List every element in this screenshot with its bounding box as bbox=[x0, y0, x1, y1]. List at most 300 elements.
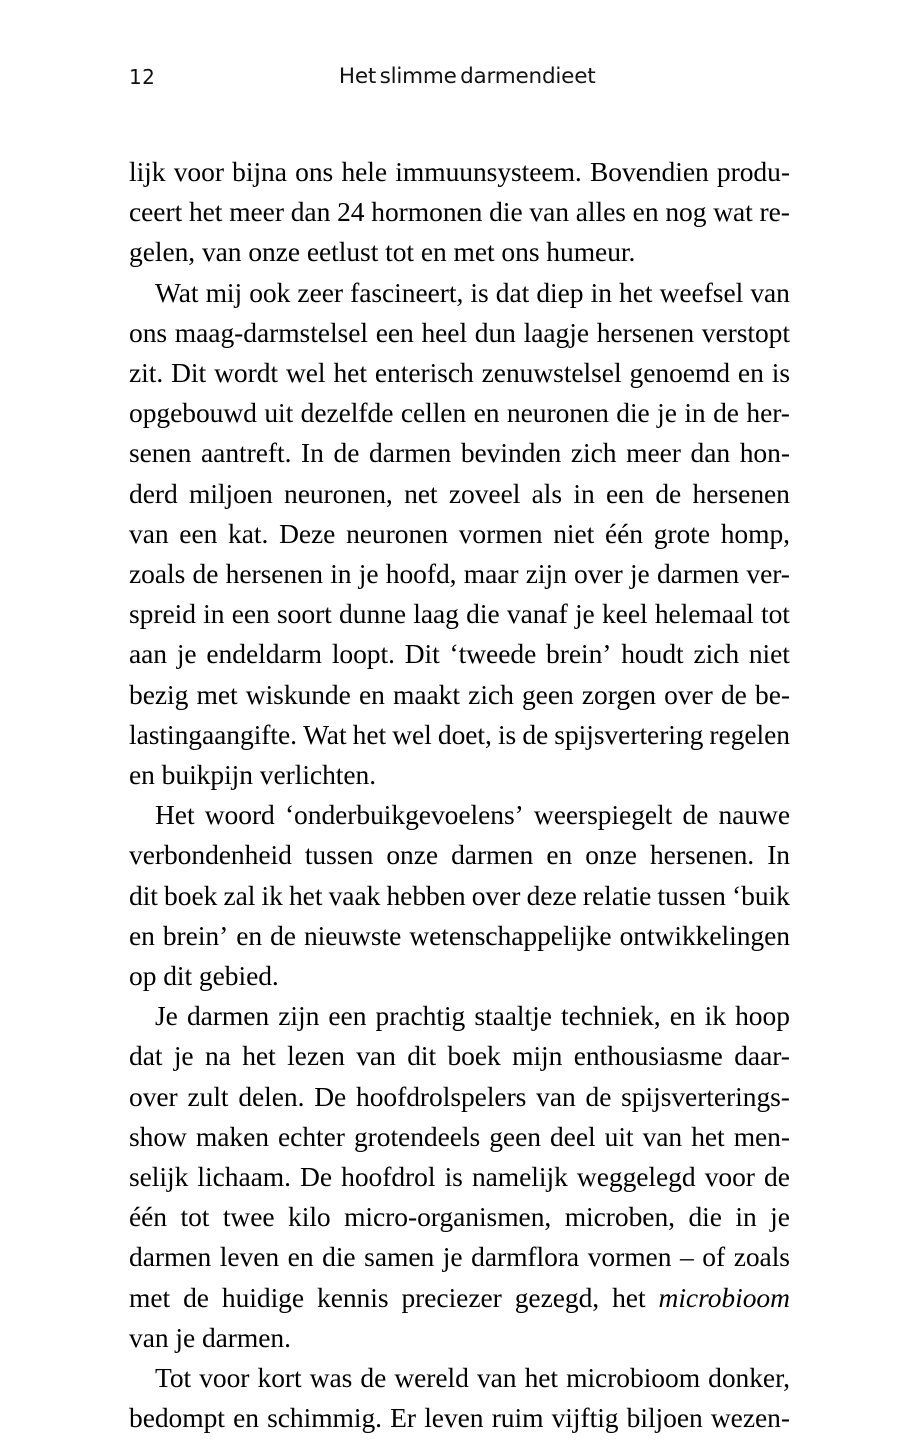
word: darmen bbox=[129, 1241, 212, 1273]
word: mijn bbox=[512, 1040, 563, 1072]
text-line bbox=[129, 474, 790, 514]
word: over bbox=[129, 1080, 178, 1112]
word: laagje bbox=[523, 316, 589, 348]
text-line: op dit gebied. bbox=[129, 960, 279, 992]
word: het bbox=[242, 1040, 276, 1072]
word: die bbox=[322, 1241, 356, 1273]
word: boek bbox=[447, 1040, 501, 1072]
text-line bbox=[129, 835, 790, 875]
word: zich bbox=[693, 638, 740, 670]
word: ruim bbox=[491, 1402, 544, 1434]
word: De bbox=[314, 1080, 347, 1112]
word: uit bbox=[604, 1120, 634, 1152]
word: en bbox=[632, 196, 659, 228]
word: spijsverterings- bbox=[621, 1080, 790, 1112]
word: microbioom bbox=[566, 1362, 701, 1394]
word: zich bbox=[570, 437, 617, 469]
text-line bbox=[129, 514, 790, 554]
word: regelen bbox=[709, 718, 790, 750]
word: samen bbox=[364, 1241, 435, 1273]
word: enterisch bbox=[374, 357, 474, 389]
word: lichaam. bbox=[197, 1161, 291, 1193]
word: dit bbox=[129, 879, 158, 911]
word: ‘buik bbox=[732, 879, 790, 911]
text-line bbox=[129, 1398, 790, 1438]
word: voor bbox=[199, 1362, 250, 1394]
word: echter bbox=[278, 1120, 345, 1152]
word: lezen bbox=[287, 1040, 345, 1072]
word: en bbox=[129, 919, 155, 951]
word: boek bbox=[164, 879, 218, 911]
word: in bbox=[735, 1201, 757, 1233]
text-line bbox=[129, 1117, 790, 1157]
word: wel bbox=[285, 357, 326, 389]
word: ceert bbox=[129, 196, 183, 228]
word: is bbox=[470, 276, 489, 308]
word: darmflora bbox=[471, 1241, 580, 1273]
word: bevinden bbox=[460, 437, 562, 469]
word: van bbox=[356, 1040, 396, 1072]
word: namelijk bbox=[471, 1161, 568, 1193]
paragraph bbox=[129, 795, 790, 996]
word: lijk bbox=[129, 156, 166, 187]
word: het bbox=[691, 1120, 725, 1152]
word: zoals bbox=[129, 558, 186, 590]
word: grote bbox=[653, 517, 710, 549]
word: bedompt bbox=[129, 1402, 225, 1434]
word: de bbox=[585, 1080, 612, 1112]
word: met bbox=[129, 1281, 171, 1313]
word: hersenen. bbox=[649, 839, 755, 871]
word: kennis bbox=[317, 1281, 389, 1313]
word: genoemd bbox=[629, 357, 730, 389]
word: is bbox=[444, 1161, 463, 1193]
word: je bbox=[629, 558, 650, 590]
word: en bbox=[287, 1241, 314, 1273]
word: tot bbox=[760, 598, 790, 630]
running-head-title: Het slimme darmendieet bbox=[338, 64, 596, 89]
word: je bbox=[657, 397, 677, 429]
word: vaak bbox=[328, 879, 381, 911]
word: het bbox=[288, 879, 323, 911]
word: keel bbox=[601, 598, 648, 630]
word: delen. bbox=[238, 1080, 305, 1112]
word: je bbox=[442, 1241, 463, 1273]
word: hon- bbox=[739, 437, 790, 469]
word: darmen bbox=[186, 1000, 270, 1032]
word: zijn bbox=[525, 558, 567, 590]
word: die bbox=[466, 598, 500, 630]
word: Bovendien bbox=[589, 156, 709, 187]
word: Dit bbox=[404, 638, 440, 670]
word: een bbox=[328, 1000, 367, 1032]
word: de bbox=[183, 1281, 209, 1313]
text-line bbox=[129, 675, 790, 715]
page-number: 12 bbox=[129, 65, 156, 89]
word: en bbox=[358, 678, 385, 710]
text-line bbox=[129, 433, 790, 473]
word: immuunsysteem. bbox=[395, 156, 582, 187]
word: her- bbox=[746, 397, 790, 429]
word: zorgen bbox=[581, 678, 656, 710]
word: be- bbox=[755, 678, 790, 710]
word: van bbox=[129, 517, 169, 549]
word: ver- bbox=[746, 558, 790, 590]
text-line: gelen, van onze eetlust tot en met ons humeur. bbox=[129, 236, 636, 268]
word: het bbox=[619, 276, 653, 308]
word: ik bbox=[261, 879, 283, 911]
word: kilo bbox=[288, 1201, 331, 1233]
word: in bbox=[573, 477, 595, 509]
word: wiskunde bbox=[245, 678, 351, 710]
word: produ- bbox=[716, 156, 790, 187]
word: een bbox=[606, 477, 645, 509]
word: en bbox=[669, 1000, 696, 1032]
word: vormen bbox=[587, 1241, 672, 1273]
word: een bbox=[375, 316, 414, 348]
word: hele bbox=[341, 156, 388, 187]
text-line bbox=[129, 313, 790, 353]
word: neuronen bbox=[506, 397, 609, 429]
word: geen bbox=[489, 1120, 541, 1152]
word: de bbox=[682, 799, 709, 831]
word: gezegd, bbox=[514, 1281, 600, 1313]
word: het bbox=[333, 357, 367, 389]
word: staaltje bbox=[474, 1000, 552, 1032]
word: dan bbox=[290, 196, 331, 228]
word: je bbox=[173, 1040, 194, 1072]
text-line bbox=[129, 393, 790, 433]
word: re- bbox=[759, 196, 790, 228]
word: van bbox=[529, 196, 569, 228]
word: hoofdrol bbox=[341, 1161, 436, 1193]
word: De bbox=[300, 1161, 333, 1193]
word: neuronen bbox=[346, 517, 448, 549]
word: Het bbox=[155, 799, 195, 831]
word: darmen bbox=[656, 558, 740, 590]
word: die bbox=[688, 1201, 722, 1233]
word: over bbox=[664, 678, 713, 710]
text-line bbox=[129, 1036, 790, 1076]
word: hormonen bbox=[371, 196, 483, 228]
word: het bbox=[612, 1281, 646, 1313]
word: hersenen bbox=[225, 558, 323, 590]
word: spijsvertering bbox=[554, 718, 704, 750]
word: de bbox=[713, 397, 739, 429]
word: en bbox=[546, 839, 573, 871]
word: prachtig bbox=[375, 1000, 466, 1032]
word: nieuwste bbox=[303, 919, 402, 951]
word: men- bbox=[733, 1120, 790, 1152]
word: je bbox=[176, 638, 197, 670]
word: met bbox=[196, 678, 238, 710]
word: zich bbox=[468, 678, 514, 710]
word: de bbox=[655, 477, 682, 509]
word: de bbox=[360, 1362, 387, 1394]
word: vanaf bbox=[506, 598, 568, 630]
paragraph bbox=[129, 273, 790, 796]
word: ons bbox=[129, 316, 168, 348]
word: kat. bbox=[228, 517, 269, 549]
word: niet bbox=[748, 638, 790, 670]
text-line bbox=[129, 1077, 790, 1117]
word: wezen- bbox=[710, 1402, 790, 1434]
word: een bbox=[231, 598, 270, 630]
word: zal bbox=[223, 879, 256, 911]
word: micro-organismen, bbox=[344, 1201, 552, 1233]
word: laag bbox=[413, 598, 459, 630]
word: meer bbox=[626, 437, 681, 469]
word: verstopt bbox=[701, 316, 790, 348]
word: een bbox=[179, 517, 218, 549]
word: van bbox=[476, 1362, 517, 1394]
word: bezig bbox=[129, 678, 189, 710]
word: de bbox=[764, 1161, 790, 1193]
word: darmen bbox=[369, 437, 452, 469]
word: heel bbox=[421, 316, 468, 348]
word: schimmig. bbox=[267, 1402, 382, 1434]
word: brein’ bbox=[162, 919, 229, 951]
word: tussen bbox=[304, 839, 374, 871]
word: en bbox=[233, 1402, 259, 1434]
running-header bbox=[129, 62, 790, 96]
word: In bbox=[301, 437, 324, 469]
word: van bbox=[750, 276, 790, 308]
word: ‘onderbuikgevoelens’ bbox=[284, 799, 524, 831]
word: hersenen bbox=[596, 316, 695, 348]
word: helemaal bbox=[654, 598, 754, 630]
word: over bbox=[574, 558, 623, 590]
word: Tot bbox=[155, 1362, 192, 1394]
word: wel bbox=[392, 718, 432, 750]
word: het bbox=[524, 1362, 559, 1394]
word: lastingaangifte. bbox=[129, 718, 297, 750]
word: geen bbox=[521, 678, 574, 710]
word: vijftig bbox=[551, 1402, 619, 1434]
word: woord bbox=[204, 799, 275, 831]
word: één bbox=[129, 1201, 168, 1233]
word: in bbox=[330, 558, 352, 590]
word: spreid bbox=[129, 598, 196, 630]
word: hoofdrolspelers bbox=[356, 1080, 527, 1112]
word: zoveel bbox=[448, 477, 521, 509]
text-line bbox=[129, 916, 790, 956]
word: loopt. bbox=[331, 638, 395, 670]
word: leven bbox=[424, 1402, 484, 1434]
word: weefsel bbox=[659, 276, 744, 308]
word: onze bbox=[386, 839, 439, 871]
text-line bbox=[129, 353, 790, 393]
word: brein’ bbox=[546, 638, 612, 670]
word: die bbox=[616, 397, 650, 429]
word: of bbox=[702, 1241, 726, 1273]
word: en bbox=[737, 357, 764, 389]
word: de bbox=[522, 718, 549, 750]
text-line bbox=[129, 594, 790, 634]
word: ons bbox=[295, 156, 334, 187]
word: van bbox=[536, 1080, 576, 1112]
word: niet bbox=[553, 517, 595, 549]
word: de bbox=[720, 678, 747, 710]
text-line bbox=[129, 152, 790, 192]
word: in bbox=[203, 598, 225, 630]
word: uit bbox=[264, 397, 294, 429]
word: houdt bbox=[621, 638, 684, 670]
word: verbondenheid bbox=[129, 839, 292, 871]
word: dan bbox=[690, 437, 731, 469]
word: tussen bbox=[657, 879, 726, 911]
word: was bbox=[309, 1362, 353, 1394]
word: wereld bbox=[394, 1362, 469, 1394]
word: kort bbox=[257, 1362, 302, 1394]
word: bijna bbox=[232, 156, 287, 187]
word: alles bbox=[575, 196, 626, 228]
word: Wat bbox=[155, 276, 199, 308]
text-line bbox=[129, 554, 790, 594]
text-line bbox=[129, 996, 790, 1036]
word: leven bbox=[219, 1241, 280, 1273]
word: homp, bbox=[720, 517, 790, 549]
word: na bbox=[204, 1040, 231, 1072]
word: je bbox=[770, 1201, 790, 1233]
word: één bbox=[604, 517, 643, 549]
word: microben, bbox=[564, 1201, 675, 1233]
word: Deze bbox=[279, 517, 336, 549]
word: nog bbox=[665, 196, 707, 228]
text-line bbox=[129, 273, 790, 313]
word: dezelfde bbox=[300, 397, 394, 429]
word: en bbox=[236, 919, 263, 951]
word: meer bbox=[229, 196, 284, 228]
word: cellen bbox=[400, 397, 467, 429]
word: in bbox=[684, 397, 706, 429]
word: Dit bbox=[171, 357, 207, 389]
word: senen bbox=[129, 437, 192, 469]
word: de bbox=[192, 558, 219, 590]
word: het bbox=[188, 196, 223, 228]
word: deel bbox=[549, 1120, 596, 1152]
word: nauwe bbox=[718, 799, 790, 831]
word: Er bbox=[390, 1402, 417, 1434]
word: hoop bbox=[735, 1000, 790, 1032]
word: de bbox=[333, 437, 360, 469]
word: relatie bbox=[582, 879, 652, 911]
text-line bbox=[129, 634, 790, 674]
word: aan bbox=[129, 638, 168, 670]
word: dunne bbox=[339, 598, 407, 630]
word: miljoen bbox=[189, 477, 273, 509]
word: zit. bbox=[129, 357, 164, 389]
text-line bbox=[129, 1237, 790, 1277]
word: fascineert, bbox=[350, 276, 464, 308]
word: opgebouwd bbox=[129, 397, 257, 429]
word: huidige bbox=[221, 1281, 305, 1313]
word: ‘tweede bbox=[449, 638, 537, 670]
text-line bbox=[129, 1157, 790, 1197]
word: 24 bbox=[337, 196, 365, 228]
word: dun bbox=[474, 316, 516, 348]
text-line bbox=[129, 795, 790, 835]
word: In bbox=[767, 839, 790, 871]
word: biljoen bbox=[626, 1402, 703, 1434]
word: die bbox=[489, 196, 523, 228]
text-line: en buikpijn verlichten. bbox=[129, 759, 377, 791]
word: weerspiegelt bbox=[533, 799, 673, 831]
word: vormen bbox=[458, 517, 543, 549]
word: hersenen bbox=[692, 477, 790, 509]
word: van bbox=[642, 1120, 683, 1152]
word: zijn bbox=[278, 1000, 320, 1032]
word: dat bbox=[495, 276, 530, 308]
word: techniek, bbox=[560, 1000, 661, 1032]
word: ik bbox=[704, 1000, 726, 1032]
word: ontwikkelingen bbox=[619, 919, 790, 951]
word: wat bbox=[713, 196, 753, 228]
word: enthousiasme bbox=[573, 1040, 723, 1072]
word: voor bbox=[704, 1161, 755, 1193]
word: show bbox=[129, 1120, 187, 1152]
word: dat bbox=[129, 1040, 163, 1072]
word: net bbox=[404, 477, 438, 509]
word: in bbox=[590, 276, 612, 308]
word: Je bbox=[155, 1000, 178, 1032]
word: tot bbox=[180, 1201, 210, 1233]
word: maakt bbox=[393, 678, 460, 710]
word: wetenschappelijke bbox=[409, 919, 612, 951]
word: als bbox=[531, 477, 563, 509]
paragraph bbox=[129, 996, 790, 1358]
word: – bbox=[680, 1241, 694, 1273]
text-line bbox=[129, 715, 790, 755]
text-line: van je darmen. bbox=[129, 1321, 291, 1353]
text-line bbox=[129, 192, 790, 232]
word: maar bbox=[463, 558, 519, 590]
word: zenuwstelsel bbox=[481, 357, 622, 389]
text-line bbox=[129, 1197, 790, 1237]
text-line bbox=[129, 1358, 790, 1398]
word: aantreft. bbox=[201, 437, 292, 469]
word: je bbox=[358, 558, 379, 590]
word: en bbox=[473, 397, 500, 429]
word: hoofd, bbox=[385, 558, 457, 590]
word: preciezer bbox=[401, 1281, 502, 1313]
word: dit bbox=[407, 1040, 437, 1072]
word: zult bbox=[187, 1080, 229, 1112]
word: de bbox=[270, 919, 296, 951]
word: derd bbox=[129, 477, 178, 509]
word: maken bbox=[195, 1120, 269, 1152]
word: ook bbox=[249, 276, 291, 308]
word: hebben bbox=[386, 879, 466, 911]
word: endeldarm bbox=[206, 638, 322, 670]
text-line bbox=[129, 876, 790, 916]
word: voor bbox=[173, 156, 224, 187]
paragraph bbox=[129, 152, 790, 273]
word: zoals bbox=[733, 1241, 790, 1273]
word: wordt bbox=[214, 357, 278, 389]
word: Wat bbox=[303, 718, 347, 750]
paragraph bbox=[129, 1358, 790, 1438]
word: microbioom bbox=[658, 1281, 790, 1313]
word: onze bbox=[585, 839, 637, 871]
word: mij bbox=[205, 276, 243, 308]
word: donker, bbox=[708, 1362, 790, 1394]
text-line bbox=[129, 1278, 790, 1318]
word: is bbox=[497, 718, 517, 750]
word: doet, bbox=[437, 718, 492, 750]
word: deze bbox=[526, 879, 577, 911]
word: neuronen, bbox=[284, 477, 393, 509]
